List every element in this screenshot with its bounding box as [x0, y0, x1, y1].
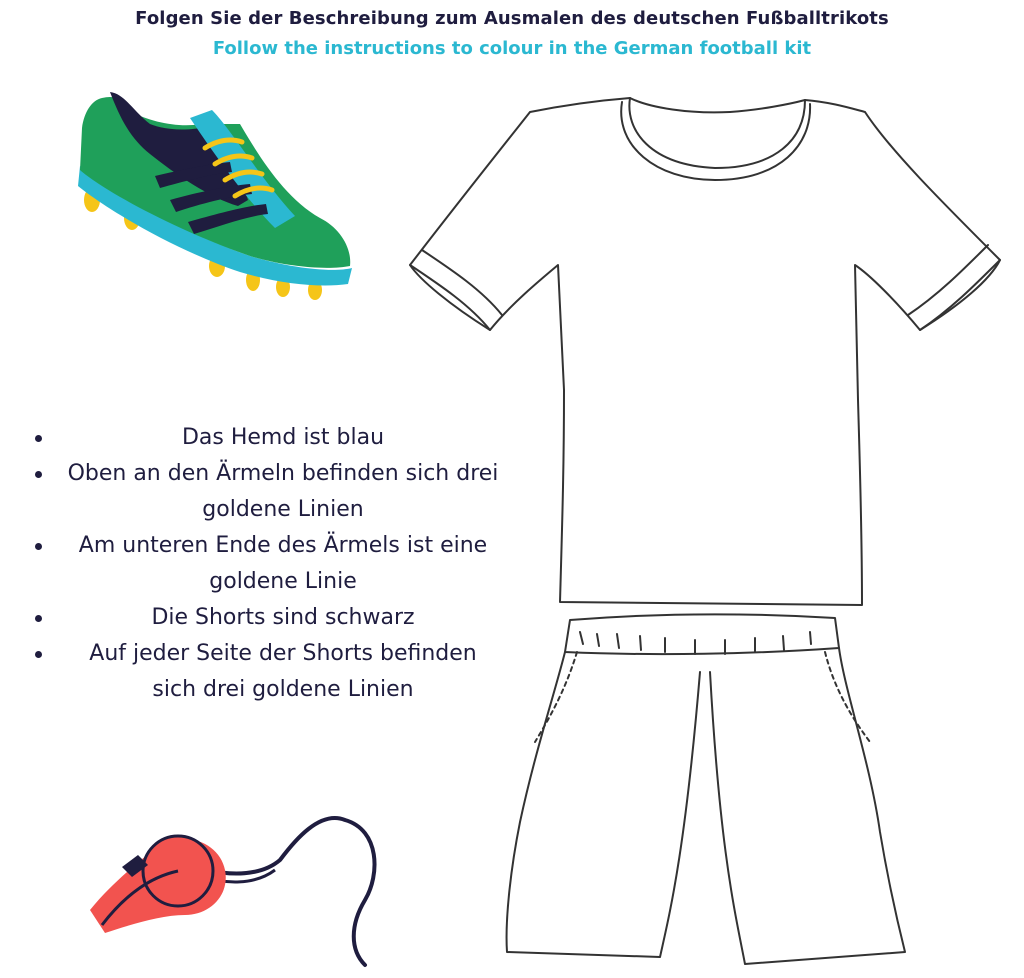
shorts-outline	[505, 612, 905, 972]
instruction-item: Das Hemd ist blau	[30, 420, 500, 456]
whistle-icon	[80, 815, 410, 975]
instruction-item: Am unteren Ende des Ärmels ist eine goldene Linie	[30, 528, 500, 600]
instruction-item: Die Shorts sind schwarz	[30, 600, 500, 636]
page-title-english: Follow the instructions to colour in the German football kit	[212, 38, 812, 59]
instruction-item: Auf jeder Seite der Shorts befinden sich drei goldene Linien	[30, 636, 500, 708]
football-boot-icon	[70, 88, 360, 308]
instruction-item: Oben an den Ärmeln befinden sich drei goldene Linien	[30, 456, 500, 528]
page-title-german: Folgen Sie der Beschreibung zum Ausmalen des deutschen Fußballtrikots	[135, 8, 889, 29]
shirt-outline	[400, 90, 1020, 610]
